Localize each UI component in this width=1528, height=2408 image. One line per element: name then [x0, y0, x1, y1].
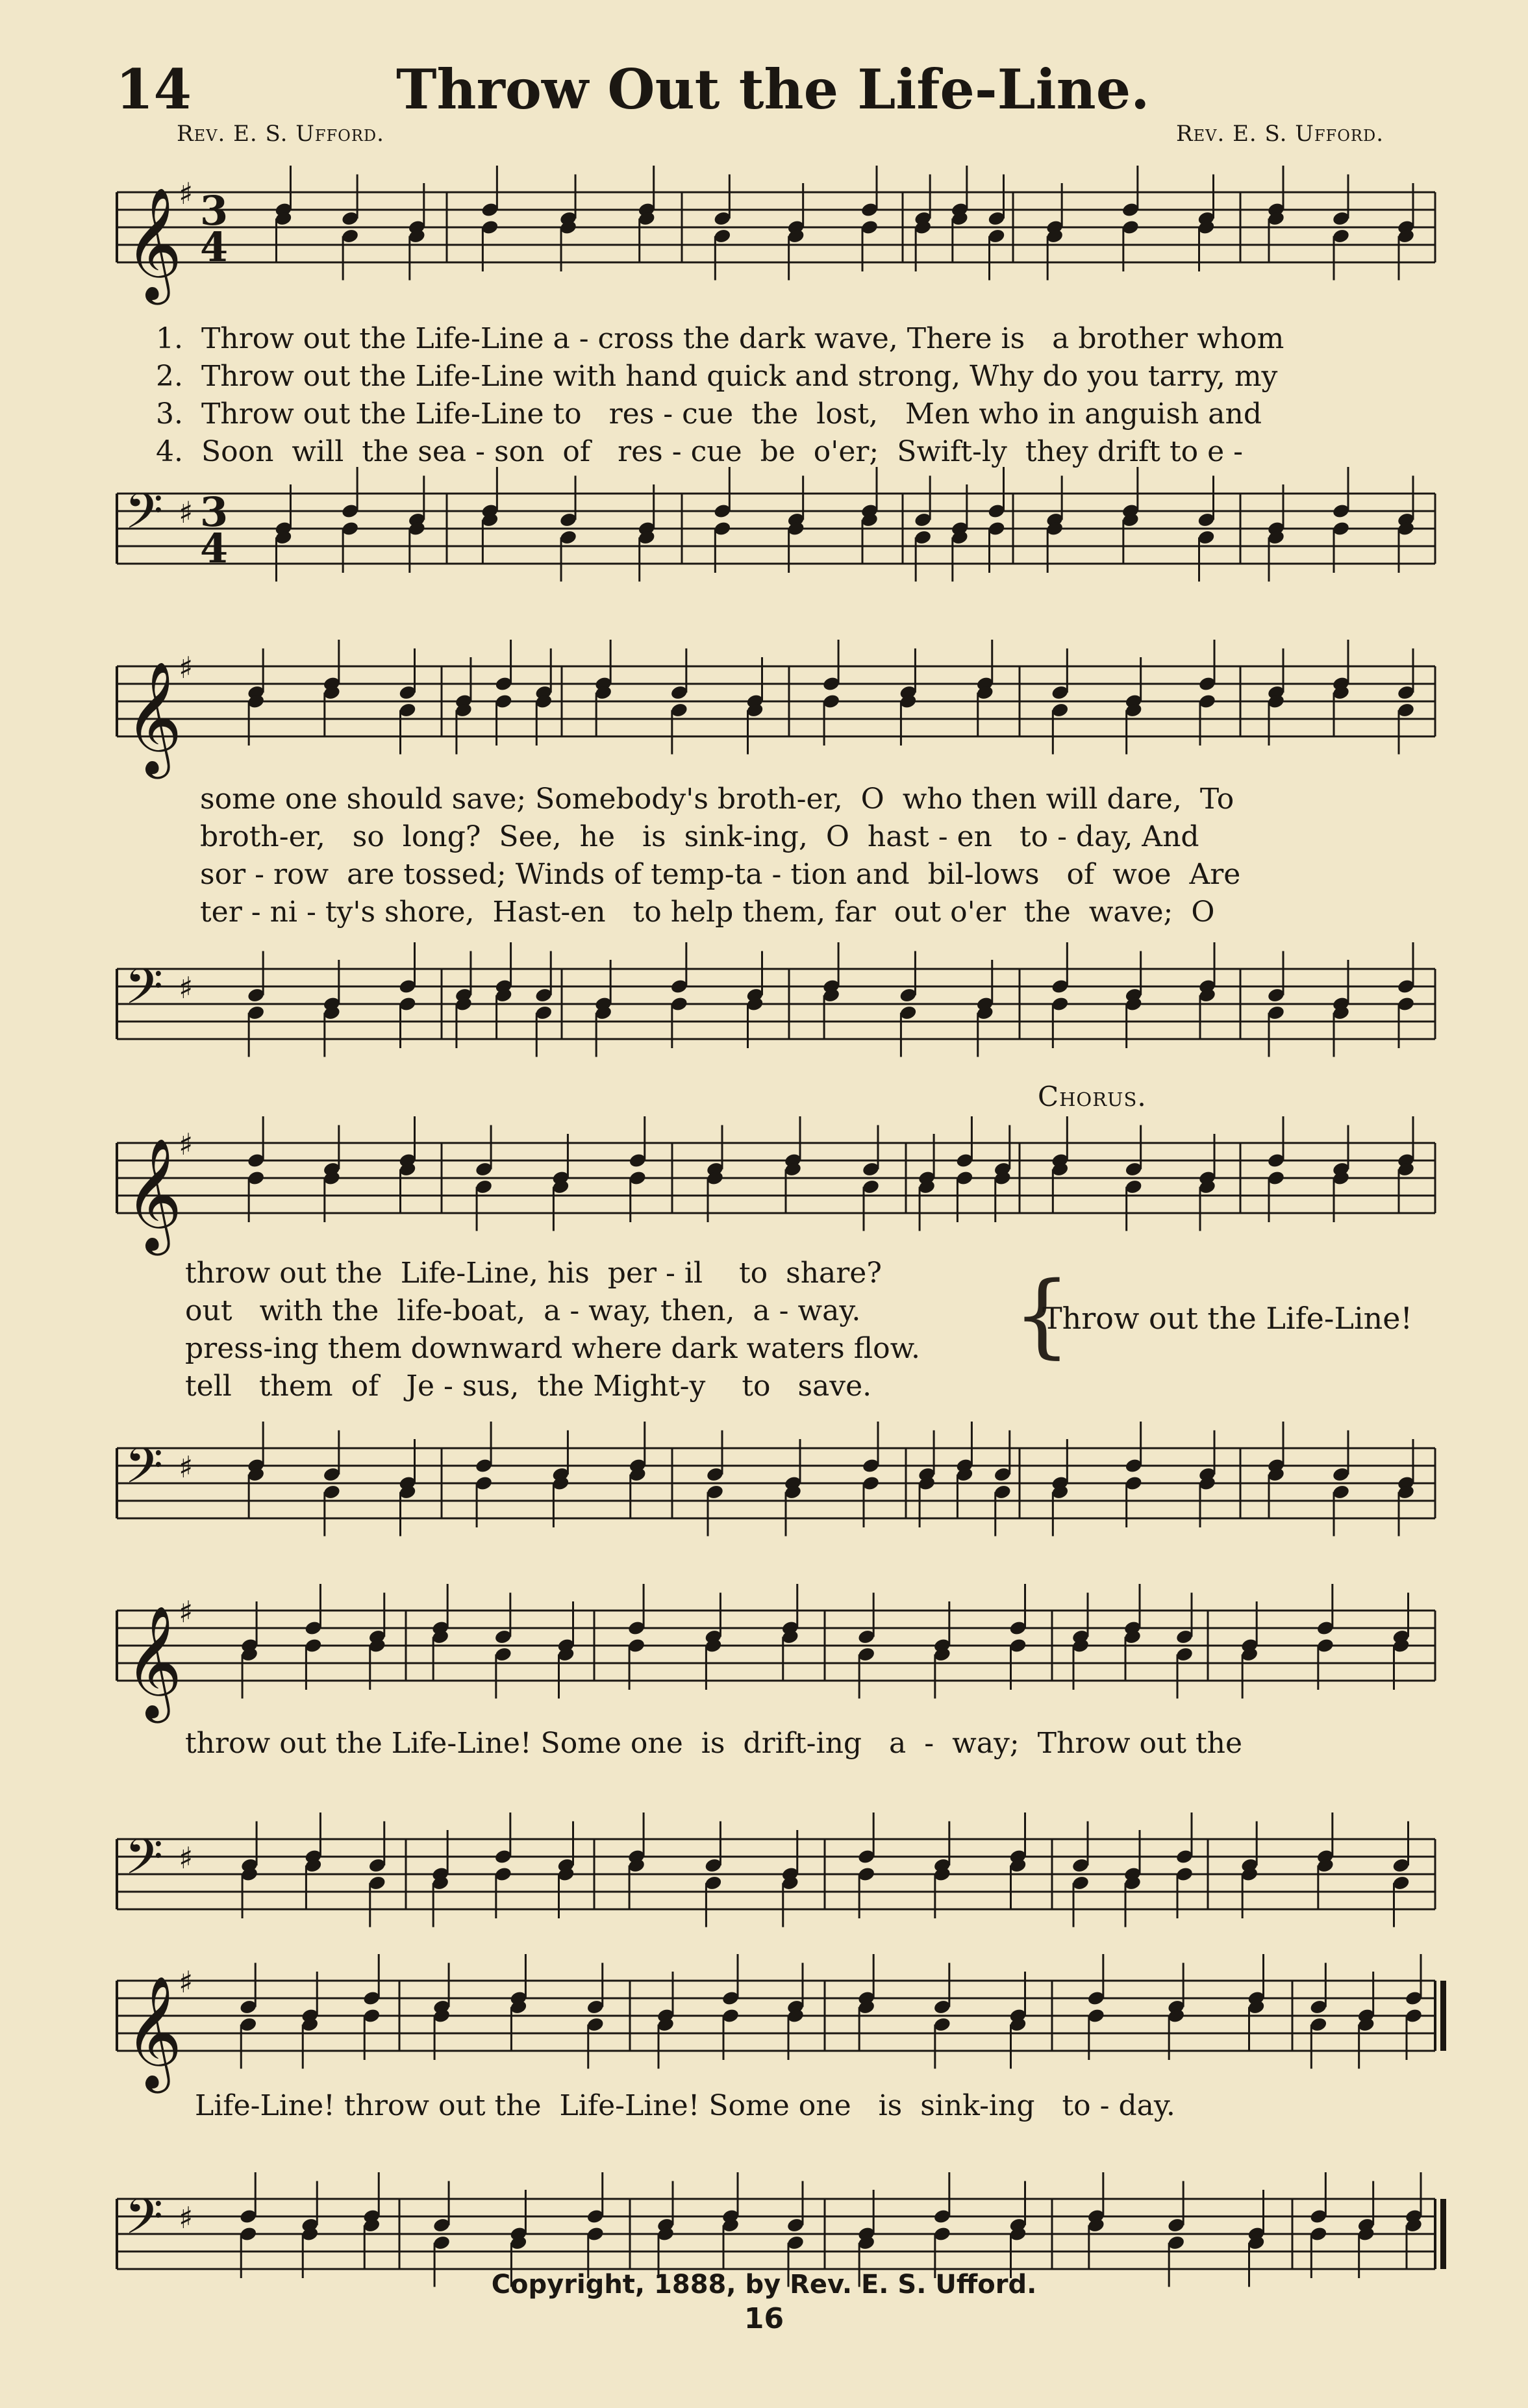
treble-staff-system-2	[0, 650, 1528, 774]
bass-staff-system-5	[0, 2186, 1528, 2283]
lyric-line-system-4: throw out the Life-Line! Some one is drift-ing a - way; Throw out the	[185, 1727, 1243, 1760]
verse-line-2-system-1: 2. Throw out the Life-Line with hand quick and strong, Why do you tarry, my	[156, 360, 1278, 393]
verse-line-1-system-2: some one should save; Somebody's broth-er, O who then will dare, To	[200, 783, 1234, 816]
sharp-key-signature-icon: ♯	[179, 2200, 194, 2235]
bass-staff-system-1	[0, 481, 1528, 578]
time-signature-top: 3	[200, 187, 229, 234]
verse-line-4-system-3: tell them of Je - sus, the Might-y to save.	[185, 1370, 872, 1403]
bass-staff-system-4	[0, 1826, 1528, 1924]
verse-line-1-system-3: throw out the Life-Line, his per - il to share?	[185, 1257, 882, 1290]
lyric-line-system-5: Life-Line! throw out the Life-Line! Some one is sink-ing to - day.	[195, 2089, 1175, 2122]
verse-line-2-system-3: out with the life-boat, a - way, then, a - way.	[185, 1294, 861, 1327]
sharp-key-signature-icon: ♯	[179, 176, 194, 211]
treble-staff-system-3	[0, 1127, 1528, 1251]
page-number: 16	[744, 2302, 784, 2335]
treble-clef-icon: 𝄞	[125, 1138, 182, 1251]
sharp-key-signature-icon: ♯	[179, 970, 194, 1005]
bass-staff-system-3	[0, 1435, 1528, 1533]
treble-clef-icon: 𝄞	[125, 1605, 182, 1718]
sharp-key-signature-icon: ♯	[179, 1840, 194, 1875]
chorus-label: Chorus.	[1038, 1081, 1147, 1112]
bass-clef-icon: 𝄢	[125, 483, 164, 552]
sharp-key-signature-icon: ♯	[179, 1964, 194, 2000]
verse-line-3-system-2: sor - row are tossed; Winds of temp-ta - tion and bil-lows of woe Are	[200, 858, 1241, 891]
music-credit: Rev. E. S. Ufford.	[1176, 121, 1384, 147]
bass-clef-icon: 𝄢	[125, 1828, 164, 1898]
hymn-title: Throw Out the Life-Line.	[396, 57, 1150, 121]
time-signature-bottom: 4	[200, 223, 229, 271]
treble-staff-system-5	[0, 1964, 1528, 2088]
bass-clef-icon: 𝄢	[125, 1437, 164, 1507]
verse-line-4-system-2: ter - ni - ty's shore, Hast-en to help them, far out o'er the wave; O	[200, 896, 1215, 929]
sharp-key-signature-icon: ♯	[179, 650, 194, 685]
bass-clef-icon: 𝄢	[125, 2188, 164, 2257]
sharp-key-signature-icon: ♯	[179, 1594, 194, 1629]
time-signature-bottom: 4	[200, 525, 229, 572]
treble-clef-icon: 𝄞	[125, 1975, 182, 2088]
hymn-number: 14	[116, 57, 192, 121]
verse-line-3-system-1: 3. Throw out the Life-Line to res - cue the lost, Men who in anguish and	[156, 397, 1262, 431]
verse-line-4-system-1: 4. Soon will the sea - son of res - cue be o'er; Swift-ly they drift to e -	[156, 435, 1243, 468]
bass-clef-icon: 𝄢	[125, 958, 164, 1027]
verse-brace: {	[1013, 1262, 1071, 1368]
treble-staff-system-4	[0, 1594, 1528, 1718]
treble-staff-system-1	[0, 176, 1528, 300]
sharp-key-signature-icon: ♯	[179, 1127, 194, 1162]
sharp-key-signature-icon: ♯	[179, 495, 194, 530]
sharp-key-signature-icon: ♯	[179, 1449, 194, 1485]
verse-line-2-system-2: broth-er, so long? See, he is sink-ing, O hast - en to - day, And	[200, 820, 1199, 853]
time-signature-top: 3	[200, 488, 229, 536]
treble-clef-icon: 𝄞	[125, 187, 182, 300]
verse-line-1-system-1: 1. Throw out the Life-Line a - cross the dark wave, There is a brother whom	[156, 322, 1284, 355]
words-credit: Rev. E. S. Ufford.	[177, 121, 384, 147]
verse-line-3-system-3: press-ing them downward where dark waters flow.	[185, 1332, 920, 1365]
chorus-refrain: Throw out the Life-Line!	[1042, 1301, 1413, 1336]
bass-staff-system-2	[0, 956, 1528, 1053]
copyright-notice: Copyright, 1888, by Rev. E. S. Ufford.	[491, 2270, 1037, 2300]
treble-clef-icon: 𝄞	[125, 661, 182, 774]
